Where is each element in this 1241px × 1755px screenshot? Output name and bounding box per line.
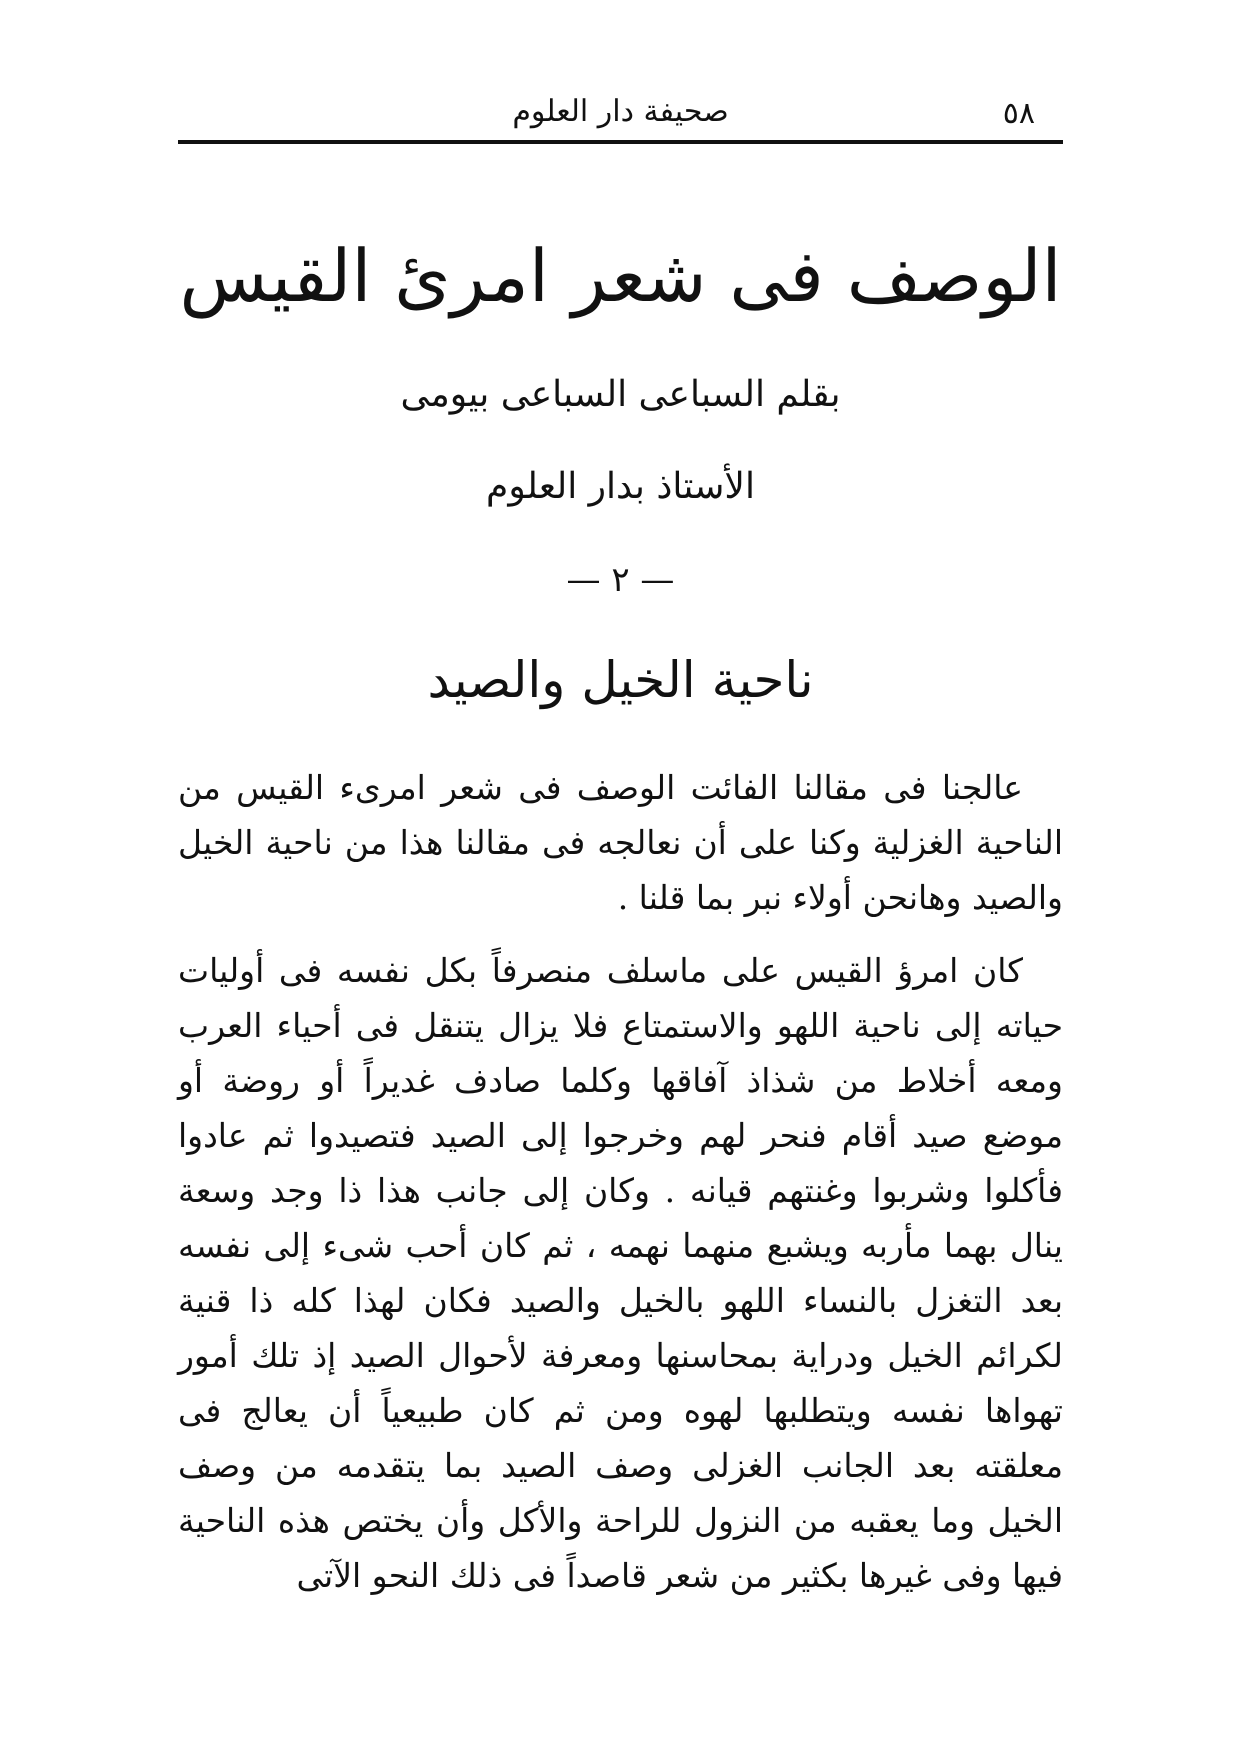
part-number: — ٢ — xyxy=(566,560,675,600)
journal-name: صحيفة دار العلوم xyxy=(512,94,729,129)
author-affiliation: الأستاذ بدار العلوم xyxy=(486,466,755,507)
body-paragraph: عالجنا فى مقالنا الفائت الوصف فى شعر امرىء القيس من الناحية الغزلية وكنا على أن نعالجه فى مقالنا هذا من ناحية الخيل والصيد وهانحن أولاء نبر بما قلنا . xyxy=(178,768,1063,917)
header-rule xyxy=(178,140,1063,144)
article-body xyxy=(178,760,1063,1621)
running-header xyxy=(178,92,1063,136)
section-title: ناحية الخيل والصيد xyxy=(427,651,814,709)
page-number: ٥٨ xyxy=(1002,96,1035,131)
body-paragraph: كان امرؤ القيس على ماسلف منصرفاً بكل نفسه فى أوليات حياته إلى ناحية اللهو والاستمتاع فلا يزال يتنقل فى أحياء العرب ومعه أخلاط من شذاذ آفاقها وكلما صادف غديراً أو روضة أو موضع صيد أقام فنحر لهم وخرجوا إلى الصيد فتصيدوا ثم عادوا فأكلوا وشربوا وغنتهم قيانه . وكان إلى جانب هذا ذا وجد وسعة ينال بهما مأربه ويشبع منهما نهمه ، ثم كان أحب شىء إلى نفسه بعد التغزل بالنساء اللهو بالخيل والصيد فكان لهذا كله ذا قنية لكرائم الخيل ودراية بمحاسنها ومعرفة لأحوال الصيد إذ تلك أمور تهواها نفسه ويتطلبها لهوه ومن ثم كان طبيعياً أن يعالج فى معلقته بعد الجانب الغزلى وصف الصيد بما يتقدمه من وصف الخيل وما يعقبه من النزول للراحة والأكل وأن يختص هذه الناحية فيها وفى غيرها بكثير من شعر قاصداً فى ذلك النحو الآتى xyxy=(178,951,1063,1595)
article-title: الوصف فى شعر امرئ القيس xyxy=(179,234,1062,318)
author-byline: بقلم السباعى السباعى بيومى xyxy=(400,374,841,415)
